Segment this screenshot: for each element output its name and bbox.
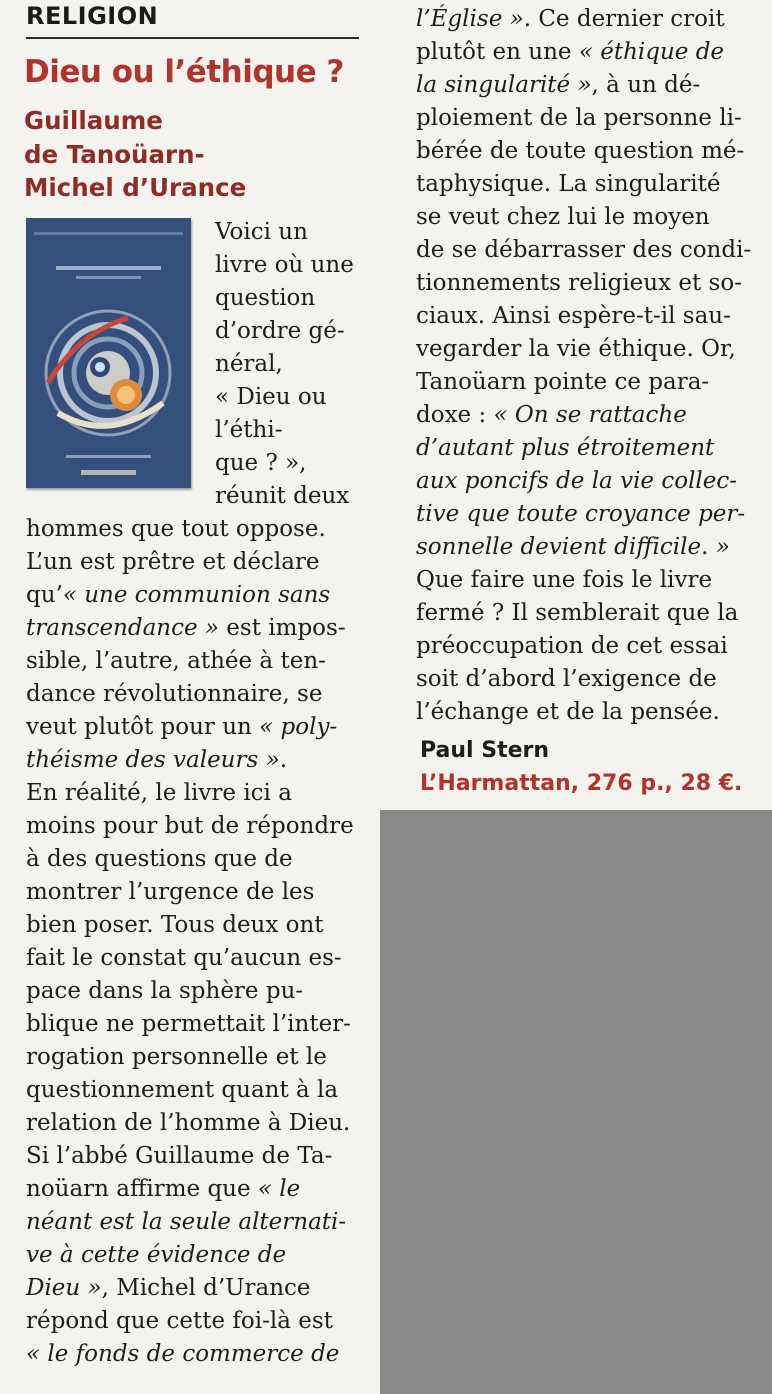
- text-segment: En réalité, le livre ici a: [26, 780, 292, 806]
- text-segment: relation de l’homme à Dieu.: [26, 1110, 351, 1136]
- text-line: [26, 1338, 339, 1371]
- text-line: [215, 216, 308, 249]
- text-segment: .: [279, 747, 287, 773]
- text-line: [26, 975, 303, 1008]
- text-segment: Que faire une fois le livre: [416, 567, 713, 593]
- text-segment: qu’: [26, 582, 63, 608]
- text-segment: néral,: [215, 351, 283, 377]
- text-segment: fermé ? Il semblerait que la: [416, 600, 739, 626]
- text-segment: taphysique. La singularité: [416, 171, 721, 197]
- text-segment: « une communion sans: [62, 582, 331, 608]
- text-line: [26, 513, 326, 546]
- text-line: [26, 1041, 327, 1074]
- text-segment: néant est la seule alternati-: [26, 1209, 347, 1235]
- text-segment: . Ce dernier croit: [523, 6, 725, 32]
- text-segment: livre où une: [215, 252, 354, 278]
- text-segment: montrer l’urgence de les: [26, 879, 315, 905]
- text-segment: plutôt en une: [416, 39, 579, 65]
- text-segment: ve à cette évidence de: [26, 1242, 287, 1268]
- text-segment: que ? »,: [215, 450, 307, 476]
- text-line: [416, 168, 721, 201]
- text-line: [416, 498, 745, 531]
- text-segment: théisme des valeurs »: [26, 747, 280, 773]
- author-line-2: de Tanoüarn-: [24, 140, 205, 169]
- text-line: [26, 612, 346, 645]
- text-line: [26, 1107, 350, 1140]
- text-segment: moins pour but de répondre: [26, 813, 354, 839]
- text-segment: répond que cette foi-là est: [26, 1308, 333, 1334]
- text-line: [26, 1008, 351, 1041]
- text-line: [26, 777, 292, 810]
- reviewer-name: Paul Stern: [420, 738, 550, 763]
- text-line: [416, 366, 709, 399]
- text-line: [26, 942, 342, 975]
- text-line: [215, 348, 283, 381]
- text-segment: veut plutôt pour un: [26, 714, 260, 740]
- text-segment: la singularité »: [416, 72, 592, 98]
- author-line-1: Guillaume: [24, 106, 163, 135]
- text-segment: , à un dé-: [591, 72, 701, 98]
- text-line: [215, 480, 349, 513]
- text-segment: questionnement quant à la: [26, 1077, 339, 1103]
- text-segment: « Dieu ou: [215, 384, 327, 410]
- text-line: [215, 315, 345, 348]
- text-segment: réunit deux: [215, 483, 350, 509]
- text-segment: préoccupation de cet essai: [416, 633, 728, 659]
- text-segment: ploiement de la personne li-: [416, 105, 742, 131]
- text-line: [26, 810, 354, 843]
- text-line: [416, 333, 736, 366]
- text-line: [416, 465, 737, 498]
- text-segment: , Michel d’Urance: [101, 1275, 311, 1301]
- text-segment: sonnelle devient difficile. »: [416, 534, 730, 560]
- text-segment: Tanoüarn pointe ce para-: [416, 369, 710, 395]
- text-segment: de se débarrasser des condi-: [416, 237, 752, 263]
- text-line: [26, 645, 326, 678]
- text-line: [416, 3, 725, 36]
- text-line: [215, 249, 354, 282]
- text-line: [416, 135, 744, 168]
- text-line: [26, 909, 324, 942]
- text-segment: d’ordre gé-: [215, 318, 345, 344]
- text-segment: « éthique de: [578, 39, 725, 65]
- text-line: [215, 282, 315, 315]
- text-segment: à des questions que de: [26, 846, 293, 872]
- text-segment: « le fonds de commerce de: [26, 1341, 340, 1367]
- text-segment: tive que toute croyance per-: [416, 501, 746, 527]
- text-segment: dance révolutionnaire, se: [26, 681, 323, 707]
- article-title: Dieu ou l’éthique ?: [24, 54, 344, 90]
- text-line: [26, 1140, 332, 1173]
- text-line: [416, 432, 714, 465]
- author-line-3: Michel d’Urance: [24, 173, 247, 202]
- text-line: [26, 1173, 300, 1206]
- text-segment: blique ne permettait l’inter-: [26, 1011, 351, 1037]
- text-segment: « On se rattache: [493, 402, 687, 428]
- text-segment: se veut chez lui le moyen: [416, 204, 710, 230]
- text-line: [26, 1239, 286, 1272]
- text-segment: tionnements religieux et so-: [416, 270, 742, 296]
- text-line: [26, 744, 287, 777]
- text-line: [26, 579, 330, 612]
- text-segment: hommes que tout oppose.: [26, 516, 326, 542]
- text-segment: noüarn affirme que: [26, 1176, 258, 1202]
- text-line: [26, 1206, 346, 1239]
- text-line: [416, 696, 720, 729]
- text-line: [416, 531, 730, 564]
- text-line: [215, 447, 306, 480]
- text-segment: Si l’abbé Guillaume de Ta-: [26, 1143, 333, 1169]
- text-line: [215, 381, 327, 414]
- text-segment: L’un est prêtre et déclare: [26, 549, 320, 575]
- text-segment: d’autant plus étroitement: [416, 435, 715, 461]
- text-segment: rogation personnelle et le: [26, 1044, 327, 1070]
- text-segment: ciaux. Ainsi espère-t-il sau-: [416, 303, 731, 329]
- text-segment: question: [215, 285, 316, 311]
- text-line: [26, 1305, 333, 1338]
- text-segment: fait le constat qu’aucun es-: [26, 945, 342, 971]
- text-line: [416, 234, 751, 267]
- text-line: [416, 267, 742, 300]
- section-label: RELIGION: [26, 2, 159, 30]
- text-line: [416, 663, 717, 696]
- gray-blank-area: [380, 810, 772, 1394]
- text-segment: doxe :: [416, 402, 494, 428]
- text-segment: bien poser. Tous deux ont: [26, 912, 324, 938]
- text-line: [416, 399, 687, 432]
- text-segment: l’échange et de la pensée.: [416, 699, 720, 725]
- text-segment: l’éthi-: [215, 417, 283, 443]
- text-line: [26, 1272, 311, 1305]
- text-segment: transcendance »: [26, 615, 219, 641]
- text-segment: Dieu »: [26, 1275, 102, 1301]
- publisher-info: L’Harmattan, 276 p., 28 €.: [420, 771, 743, 796]
- text-segment: « poly-: [259, 714, 338, 740]
- text-line: [26, 678, 322, 711]
- text-segment: aux poncifs de la vie collec-: [416, 468, 738, 494]
- text-segment: l’Église »: [416, 6, 524, 32]
- text-segment: pace dans la sphère pu-: [26, 978, 304, 1004]
- text-line: [26, 711, 337, 744]
- text-line: [416, 630, 728, 663]
- text-line: [416, 102, 742, 135]
- text-line: [26, 546, 320, 579]
- text-line: [215, 414, 282, 447]
- text-segment: sible, l’autre, athée à ten-: [26, 648, 326, 674]
- text-line: [26, 843, 293, 876]
- text-line: [416, 564, 712, 597]
- text-line: [26, 1074, 338, 1107]
- text-line: [26, 876, 314, 909]
- text-line: [416, 69, 700, 102]
- text-line: [416, 201, 710, 234]
- text-segment: « le: [257, 1176, 301, 1202]
- text-segment: soit d’abord l’exigence de: [416, 666, 717, 692]
- book-cover-image: [26, 218, 191, 488]
- text-segment: est impos-: [219, 615, 346, 641]
- text-line: [416, 300, 731, 333]
- text-line: [416, 597, 738, 630]
- text-line: [416, 36, 724, 69]
- text-segment: bérée de toute question mé-: [416, 138, 745, 164]
- text-segment: vegarder la vie éthique. Or,: [416, 336, 736, 362]
- section-rule: [26, 37, 359, 39]
- text-segment: Voici un: [215, 219, 308, 245]
